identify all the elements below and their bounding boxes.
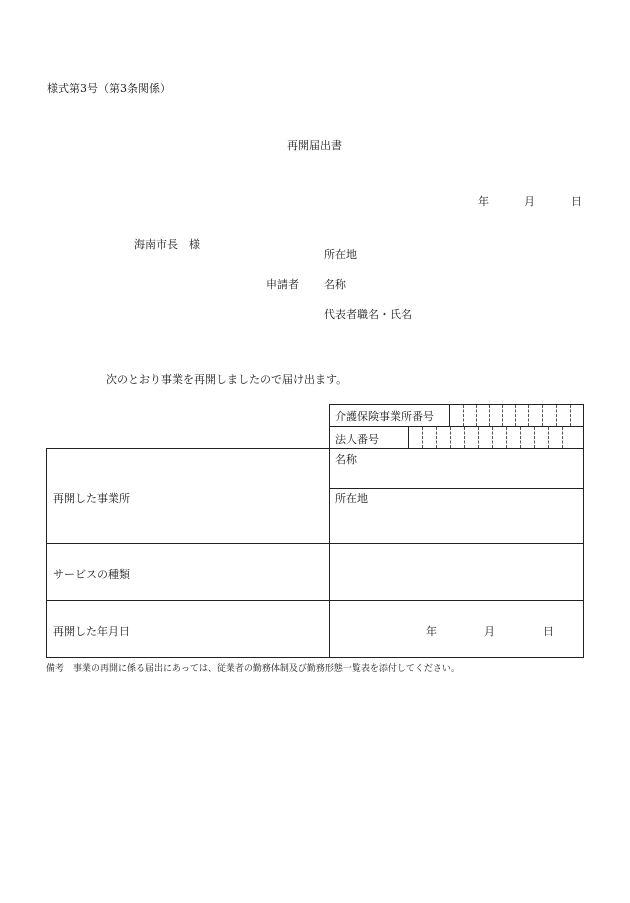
applicant-label: 申請者 bbox=[266, 278, 299, 291]
office-label: 再開した事業所 bbox=[53, 492, 130, 505]
reopen-date-label: 再開した年月日 bbox=[53, 625, 130, 638]
office-address-label: 所在地 bbox=[335, 492, 368, 505]
care-number-label: 介護保険事業所番号 bbox=[335, 410, 434, 423]
reopen-date-year: 年 bbox=[426, 625, 437, 638]
header-date-year: 年 bbox=[478, 195, 489, 208]
form-id: 様式第3号（第3条関係） bbox=[47, 82, 171, 95]
reopen-date-day: 日 bbox=[543, 625, 554, 638]
service-type-label: サービスの種類 bbox=[53, 568, 130, 581]
corporate-number-label: 法人番号 bbox=[335, 433, 379, 446]
note: 備考 事業の再開に係る届出にあっては、従業者の勤務体制及び勤務形態一覧表を添付してください。 bbox=[46, 664, 460, 674]
reopen-date-month: 月 bbox=[484, 625, 495, 638]
applicant-rep-label: 代表者職名・氏名 bbox=[324, 308, 412, 321]
document-title: 再開届出書 bbox=[287, 139, 342, 152]
addressee: 海南市長 様 bbox=[134, 238, 200, 251]
applicant-name-label: 名称 bbox=[324, 278, 346, 291]
header-date-month: 月 bbox=[524, 195, 535, 208]
header-date-day: 日 bbox=[571, 195, 582, 208]
statement: 次のとおり事業を再開しましたので届け出ます。 bbox=[106, 373, 348, 386]
office-name-label: 名称 bbox=[335, 453, 357, 466]
applicant-address-label: 所在地 bbox=[324, 248, 357, 261]
